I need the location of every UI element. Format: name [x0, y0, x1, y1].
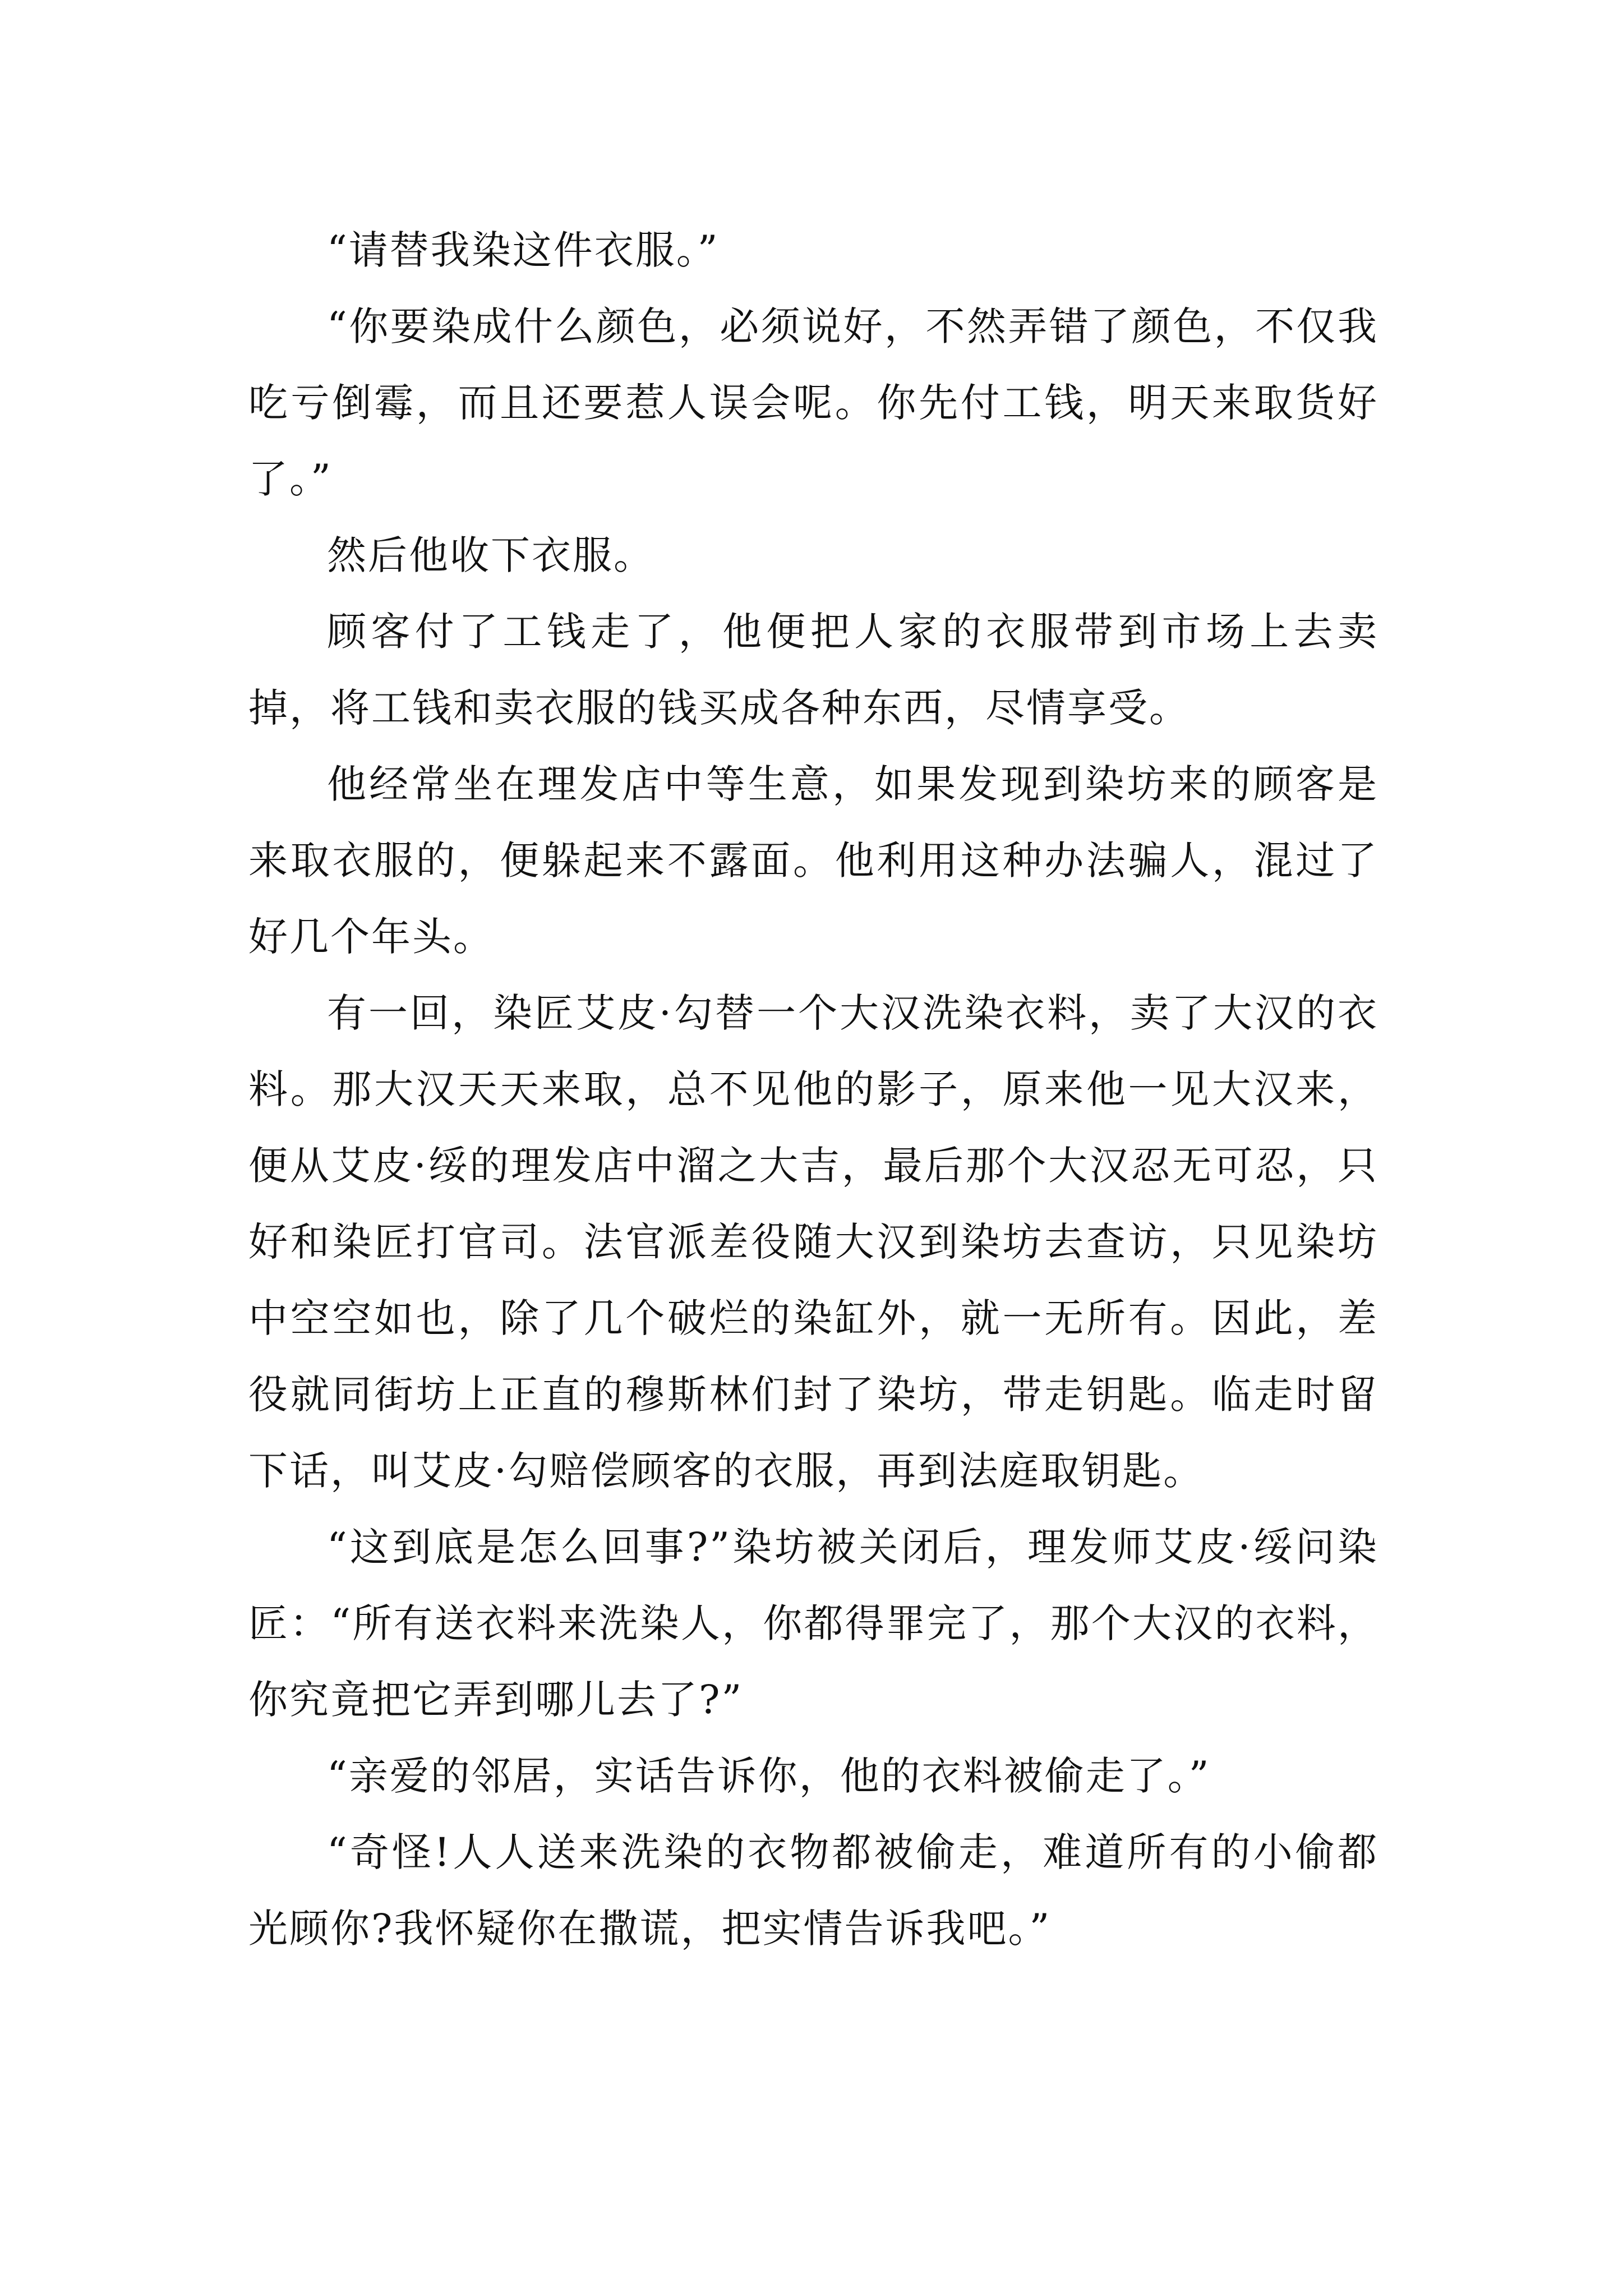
body-text [248, 212, 1378, 1967]
paragraph: 然后他收下衣服。 [327, 532, 654, 578]
paragraph: 他经常坐在理发店中等生意，如果发现到染坊来的顾客是来取衣服的，便躲起来不露面。他利用这种办法骗人，混过了好几个年头。 [248, 761, 1378, 960]
paragraph: “奇怪!人人送来洗染的衣物都被偷走，难道所有的小偷都光顾你?我怀疑你在撒谎，把实情告诉我吧。” [248, 1829, 1378, 1952]
paragraph: “这到底是怎么回事?”染坊被关闭后，理发师艾皮·绥问染匠：“所有送衣料来洗染人，你都得罪完了，那个大汉的衣料，你究竟把它弄到哪儿去了?” [248, 1524, 1378, 1723]
paragraph: “请替我染这件衣服。” [327, 227, 720, 273]
paragraph: “你要染成什么颜色，必须说好，不然弄错了颜色，不仅我吃亏倒霉，而且还要惹人误会呢。你先付工钱，明天来取货好了。” [248, 303, 1378, 502]
paragraph: 有一回，染匠艾皮·勾替一个大汉洗染衣料，卖了大汉的衣料。那大汉天天来取，总不见他的影子，原来他一见大汉来，便从艾皮·绥的理发店中溜之大吉，最后那个大汉忍无可忍，只好和染匠打官司。法官派差役随大汉到染坊去查访，只见染坊中空空如也，除了几个破烂的染缸外，就一无所有。因此，差役就同街坊上正直的穆斯林们封了染坊，带走钥匙。临走时留下话，叫艾皮·勾赔偿顾客的衣服，再到法庭取钥匙。 [248, 990, 1378, 1494]
paragraph: 顾客付了工钱走了，他便把人家的衣服带到市场上去卖掉，将工钱和卖衣服的钱买成各种东西，尽情享受。 [248, 609, 1378, 731]
paragraph: “亲爱的邻居，实话告诉你，他的衣料被偷走了。” [327, 1753, 1211, 1799]
